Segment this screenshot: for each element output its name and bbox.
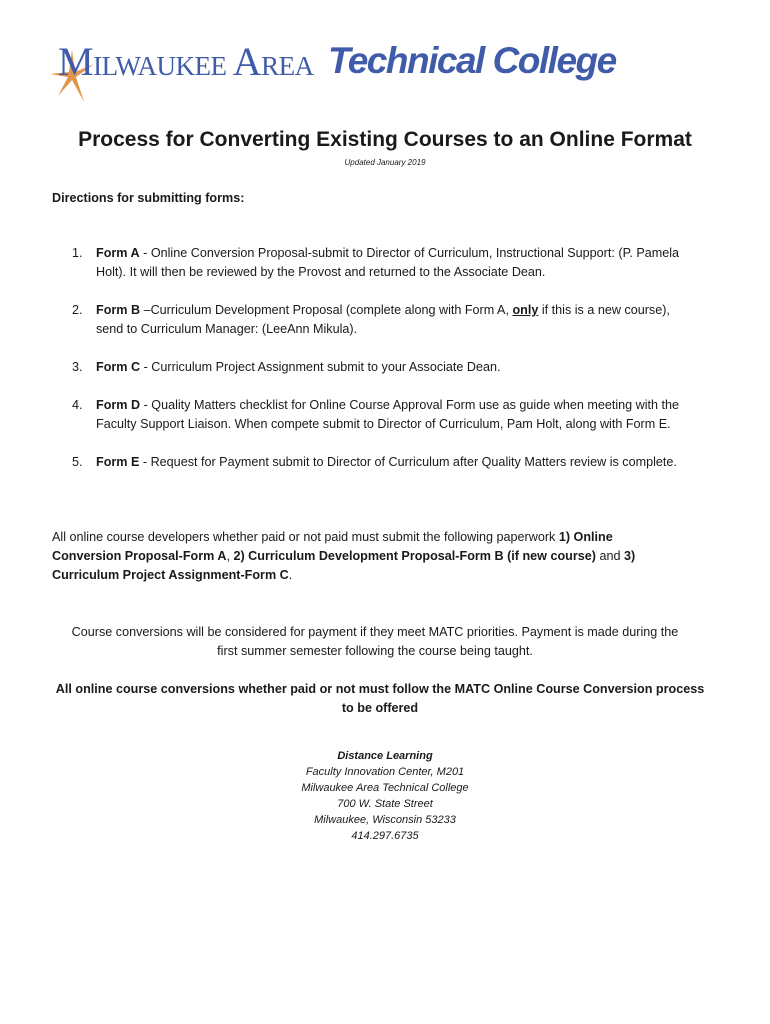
item-number: 1. (72, 246, 83, 260)
payment-note: Course conversions will be considered for payment if they meet MATC priorities. Payment is made during the first summer semester following the course being taught. (71, 625, 679, 658)
item-text: - Curriculum Project Assignment submit to your Associate Dean. (140, 360, 501, 374)
matc-logo (50, 36, 630, 102)
form-label: Form B (96, 303, 141, 317)
address-phone: 414.297.6735 (351, 830, 419, 842)
item-number: 5. (72, 455, 83, 469)
address-line: Milwaukee Area Technical College (301, 782, 469, 794)
list-item (72, 301, 682, 339)
emphasis-only: only (512, 303, 539, 317)
list-item (72, 453, 682, 472)
item-number: 3. (72, 360, 83, 374)
form-label: Form D (96, 398, 141, 412)
item-number: 4. (72, 398, 83, 412)
form-label: Form A (96, 246, 140, 260)
directions-heading: Directions for submitting forms: (52, 191, 245, 205)
item-text: - Quality Matters checklist for Online Course Approval Form use as guide when meeting with the Faculty Support Liaison. When compete submit to Director of Curriculum, Pam Holt, along with Form E. (96, 398, 680, 431)
address-line: 700 W. State Street (337, 798, 433, 810)
logo-text-technical-college: Technical College (328, 40, 616, 81)
must-follow-note: All online course conversions whether paid or not must follow the MATC Online Course Conversion process to be offered (55, 682, 705, 715)
page-title: Process for Converting Existing Courses to an Online Format (78, 128, 692, 151)
address-line: Milwaukee, Wisconsin 53233 (314, 814, 456, 826)
address-line: Faculty Innovation Center, M201 (305, 766, 465, 778)
form-label: Form C (96, 360, 141, 374)
address-dept: Distance Learning (337, 750, 433, 762)
paperwork-paragraph: All online course developers whether paid or not paid must submit the following paperwork 1) Online Conversion Proposal-Form A, 2) Curriculum Development Proposal-Form B (if new course) and 3) Curriculum Project Assignment-Form C. (52, 530, 636, 582)
item-text: –Curriculum Development Proposal (complete along with Form A, (140, 303, 513, 317)
contact-address (0, 748, 770, 844)
logo-text-milwaukee-area: MILWAUKEE AREA (58, 39, 314, 84)
item-number: 2. (72, 303, 83, 317)
list-item (72, 244, 682, 282)
list-item (72, 358, 682, 377)
updated-date: Updated January 2019 (344, 158, 426, 167)
item-text: - Online Conversion Proposal-submit to Director of Curriculum, Instructional Support: (P. Pamela Holt). It will then be reviewed by the Provost and returned to the Associate Dean. (96, 246, 680, 279)
form-label: Form E (96, 455, 140, 469)
list-item (72, 396, 682, 434)
forms-list (72, 244, 682, 491)
item-text: - Request for Payment submit to Director of Curriculum after Quality Matters review is complete. (139, 455, 677, 469)
item-text: if this is a new course), send to Curriculum Manager: (LeeAnn Mikula). (96, 303, 670, 336)
